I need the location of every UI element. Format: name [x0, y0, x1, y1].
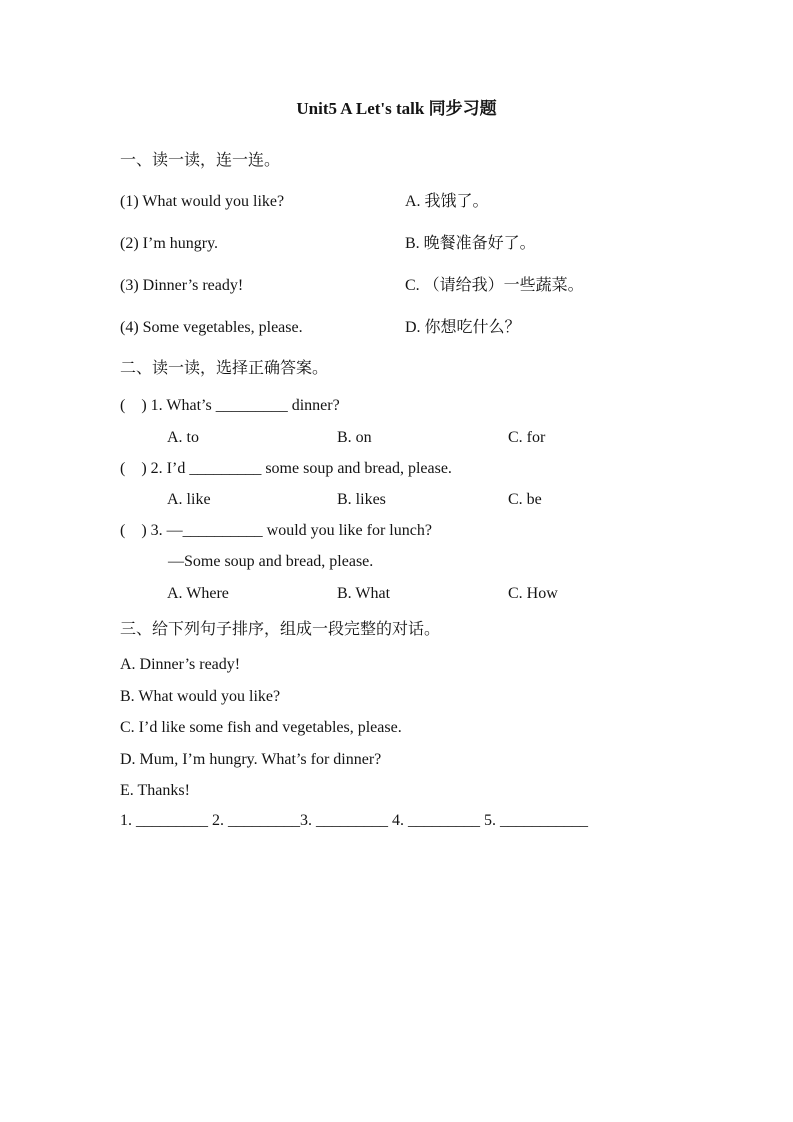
match-left-1: (1) What would you like?: [120, 193, 285, 210]
sentence-e: E. Thanks!: [120, 782, 190, 799]
options-row-1: [120, 427, 673, 448]
sentence-d: D. Mum, I’m hungry. What’s for dinner?: [120, 751, 382, 768]
option-3-c: C. How: [508, 585, 558, 602]
option-2-b: B. likes: [337, 491, 386, 508]
question-3-reply: —Some soup and bread, please.: [168, 553, 374, 570]
match-row-3: [120, 275, 673, 296]
match-row-2: [120, 233, 673, 254]
question-stem-3: ( ) 3. —__________ would you like for lunch?: [120, 522, 432, 539]
match-left-3: (3) Dinner’s ready!: [120, 277, 244, 294]
worksheet-title: Unit5 A Let's talk 同步习题: [296, 99, 497, 118]
section1-heading: 一、读一读，连一连。: [120, 152, 281, 169]
sentence-a: A. Dinner’s ready!: [120, 656, 241, 673]
option-2-a: A. like: [167, 491, 211, 508]
match-right-4: D. 你想吃什么？: [405, 319, 521, 336]
sentence-b: B. What would you like?: [120, 688, 281, 705]
question-stem-2: ( ) 2. I’d _________ some soup and bread, please.: [120, 460, 452, 477]
sentence-c: C. I’d like some fish and vegetables, please.: [120, 719, 402, 736]
match-left-4: (4) Some vegetables, please.: [120, 319, 303, 336]
match-left-2: (2) I’m hungry.: [120, 235, 219, 252]
match-row-4: [120, 317, 673, 338]
option-3-b: B. What: [337, 585, 391, 602]
answer-blanks-line: 1. _________ 2. _________3. _________ 4. _________ 5. ___________: [120, 812, 588, 829]
match-row-1: [120, 191, 673, 212]
section3-heading: 三、给下列句子排序，组成一段完整的对话。: [120, 621, 441, 638]
match-right-1: A. 我饿了。: [405, 193, 489, 210]
question-stem-1: ( ) 1. What’s _________ dinner?: [120, 397, 340, 414]
option-1-a: A. to: [167, 429, 199, 446]
option-1-c: C. for: [508, 429, 546, 446]
option-3-a: A. Where: [167, 585, 229, 602]
match-right-2: B. 晚餐准备好了。: [405, 235, 536, 252]
options-row-3: [120, 583, 673, 604]
option-2-c: C. be: [508, 491, 542, 508]
option-1-b: B. on: [337, 429, 372, 446]
options-row-2: [120, 489, 673, 510]
match-right-3: C. （请给我）一些蔬菜。: [405, 277, 584, 294]
section2-heading: 二、读一读，选择正确答案。: [120, 360, 329, 377]
